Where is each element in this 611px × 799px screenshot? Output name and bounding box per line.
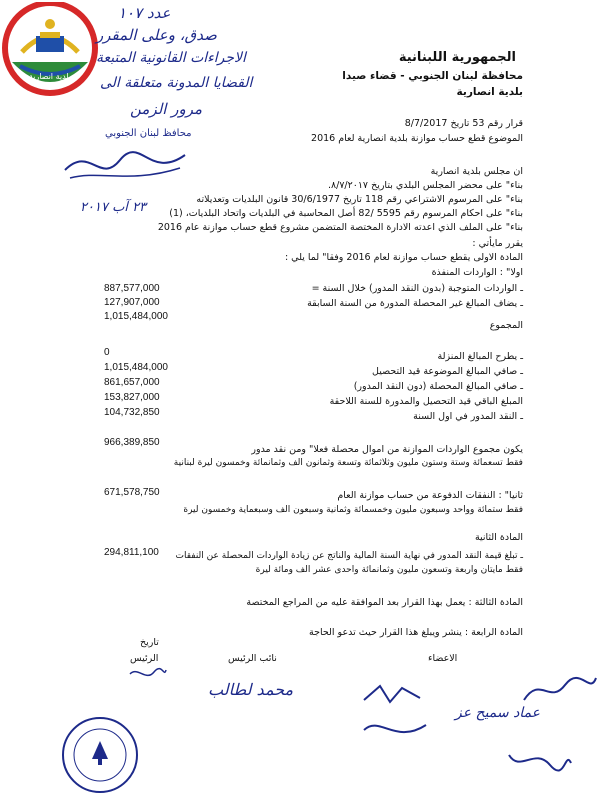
footer-date-label: تاريخ [140, 637, 159, 648]
handwritten-note-3: القضايا المدونة متعلقة الى [100, 75, 253, 91]
footer-vice-president: نائب الرئيس [228, 653, 277, 664]
article1-title: المادة الاولى يقطع حساب موازنة لعام 2016 وفقا" لما يلي : [284, 252, 523, 263]
total-line: يكون مجموع الواردات الموازنة من اموال محصلة فعلا" ومن نقد مدور [251, 444, 523, 455]
article3: المادة الثالثة : يعمل بهذا القرار بعد الموافقة عليه من المراجع المختصة [246, 597, 523, 608]
row-label: ـ الواردات المتوجبة (بدون النقد المدور) خلال السنة = [311, 283, 523, 294]
handwritten-note-1: صدق، وعلى المقرر [96, 26, 217, 44]
article2-value: 294,811,100 [104, 547, 159, 558]
row-label: المجموع [489, 320, 523, 331]
row-value: 127,907,000 [104, 297, 160, 308]
article2-line: ـ تبلغ قيمة النقد المدور في نهاية السنة المالية والناتج عن زيادة الواردات المحصلة عن النفقات [175, 551, 523, 561]
vice-president-signature: محمد لطالب [208, 680, 294, 699]
row-label: ـ صافي المبالغ المحصلة (دون النقد المدور) [353, 381, 523, 392]
preamble-line-1: بناء" على محضر المجلس البلدي بتاريخ ٨/٧/٢٠١٧. [327, 180, 523, 191]
preamble-line-4: بناء" على الملف الذي اعدته الادارة المختصة المتضمن مشروع قطع حساب موازنة عام 2016 [157, 222, 523, 233]
row-label: ـ يضاف المبالغ غير المحصلة المدورة من السنة السابقة [307, 298, 523, 309]
row-value: 153,827,000 [104, 392, 160, 403]
row-value: 104,732,850 [104, 407, 160, 418]
header-municipality: بلدية انصارية [456, 86, 523, 98]
row-label: ـ النقد المدور في اول السنة [413, 411, 523, 422]
preamble-line-3: بناء" على احكام المرسوم رقم 5595 /82 أصل المحاسبة في البلديات واتحاد البلديات، (1) [169, 208, 523, 219]
row-label: ـ يطرح المبالغ المنزلة [437, 351, 523, 362]
article1-first: اولا" : الواردات المنفذة [431, 267, 523, 278]
expenses-words: فقط ستمائة وواحد وسبعون مليون وخمسمائة وثمانية وسبعون الف وسبعماية وخمسون ليرة [183, 505, 523, 515]
handwritten-date: ٢٣ آب ٢٠١٧ [80, 200, 147, 215]
preamble-council: ان مجلس بلدية انصارية [430, 166, 523, 177]
municipality-logo [0, 2, 100, 97]
handwritten-note-4: مرور الزمن [130, 100, 203, 118]
handwritten-note-2: الاجراءات القانونية المتبعة [96, 50, 246, 66]
footer-president: الرئيس [130, 653, 159, 664]
official-seal [60, 715, 140, 795]
president-signature [128, 664, 168, 688]
article2-words: فقط مايتان واربعة وتسعون مليون وثمانمائة واحدى عشر الف ومائة ليرة [255, 565, 523, 575]
row-value: 1,015,484,000 [104, 362, 168, 373]
total-words: فقط تسعمائة وستة وستون مليون وثلاثمائة وتسعة وثمانون الف وثمانمائة وخمسون ليرة لبنانية [173, 458, 523, 468]
row-label: المبلغ الباقي قيد التحصيل والمدورة للسنة اللاحقة [329, 396, 523, 407]
decision-number: قرار رقم 53 تاريخ 8/7/2017 [404, 118, 523, 129]
handwritten-stamp-text: محافظ لبنان الجنوبي [105, 128, 192, 139]
preamble-line-2: بناء" على المرسوم الاشتراعي رقم 118 تاريخ 30/6/1977 قانون البلديات وتعديلاته [196, 194, 523, 205]
handwritten-ref: عدد ١٠٧ [118, 4, 171, 22]
row-value: 861,657,000 [104, 377, 160, 388]
row-value: 887,577,000 [104, 283, 160, 294]
logo-label: بلدية انصارية [28, 72, 72, 81]
row-value: 1,015,484,000 [104, 311, 168, 322]
preamble-decides: يقرر مايأتي : [472, 238, 523, 249]
header-governorate: محافظة لبنان الجنوبي - قضاء صيدا [342, 70, 523, 82]
member-signature-4 [360, 715, 430, 749]
footer-members: الاعضاء [428, 653, 458, 664]
member-signature-3: عماد سميح عز [455, 705, 541, 721]
handwritten-signature [60, 140, 190, 194]
member-signature-5 [505, 745, 575, 779]
total-value: 966,389,850 [104, 437, 160, 448]
decision-subject: الموضوع قطع حساب موازنة بلدية انصارية لعام 2016 [311, 133, 523, 144]
row-value: 0 [104, 347, 110, 358]
expenses-value: 671,578,750 [104, 487, 160, 498]
expenses-title: ثانيا" : النفقات الدفوعة من حساب موازنة العام [337, 490, 523, 501]
member-signature-2 [360, 680, 430, 714]
row-label: ـ صافي المبالغ الموضوعة قيد التحصيل [372, 366, 523, 377]
article4: المادة الرابعة : ينشر ويبلغ هذا القرار حيث تدعو الحاجة [308, 627, 523, 638]
header-country: الجمهورية اللبنانية [398, 50, 516, 65]
article2-title: المادة الثانية [474, 532, 523, 543]
